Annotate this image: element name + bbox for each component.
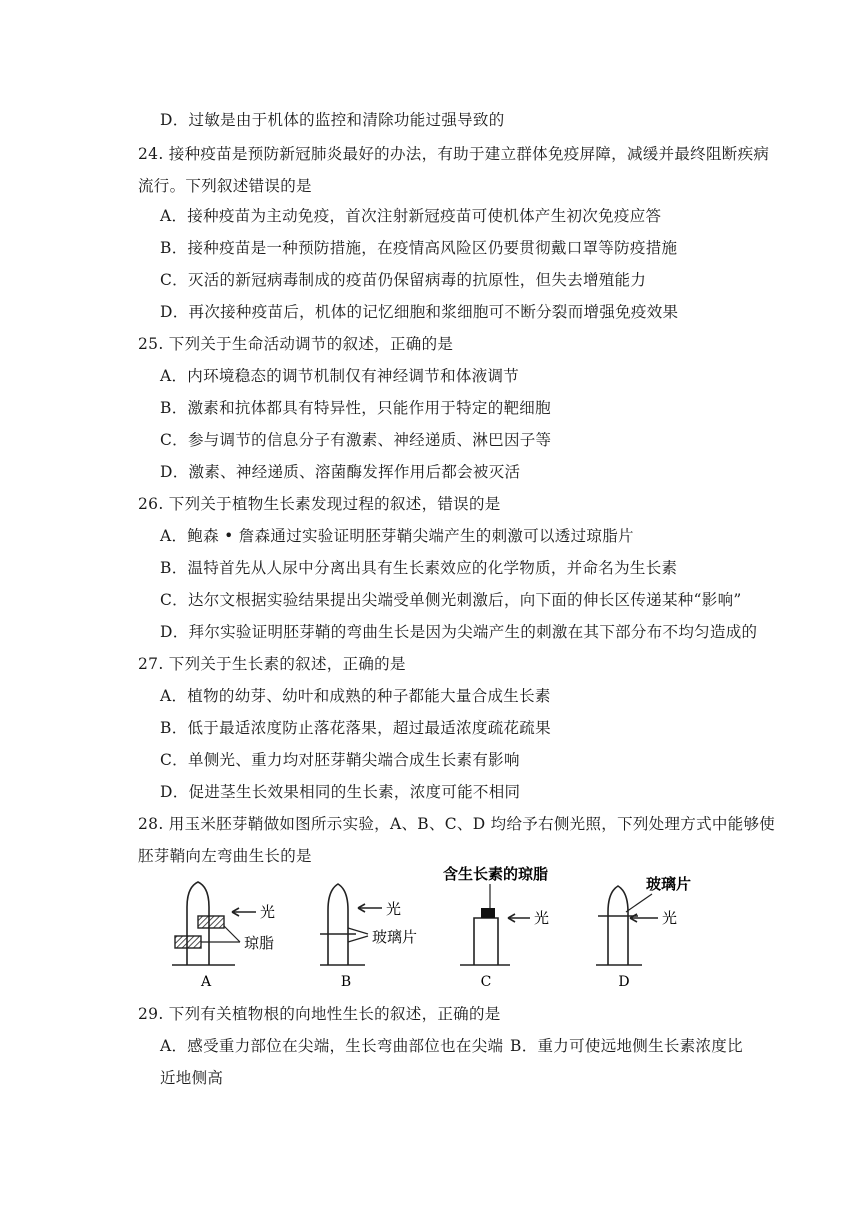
q24-option-d: D．再次接种疫苗后，机体的记忆细胞和浆细胞可不断分裂而增强免疫效果 [160, 303, 679, 321]
agar-block-upper [198, 916, 224, 928]
q27-option-b: B．低于最适浓度防止落花落果，超过最适浓度疏花疏果 [160, 719, 551, 737]
q24-option-a: A．接种疫苗为主动免疫，首次注射新冠疫苗可使机体产生初次免疫应答 [160, 207, 662, 225]
q27-option-a: A．植物的幼芽、幼叶和成熟的种子都能大量合成生长素 [160, 687, 551, 705]
q24-stem-line1: 24. 接种疫苗是预防新冠肺炎最好的办法，有助于建立群体免疫屏障，减缓并最终阻断疾病 [138, 145, 770, 163]
label-light-b: 光 [386, 900, 402, 918]
panel-d [596, 875, 691, 990]
label-agar-with-auxin: 含生长素的琼脂 [443, 865, 549, 883]
q27-option-c: C．单侧光、重力均对胚芽鞘尖端合成生长素有影响 [160, 751, 520, 769]
q25-stem: 25. 下列关于生命活动调节的叙述，正确的是 [138, 335, 454, 353]
q29-option-b-line1: B．重力可使远地侧生长素浓度比 [510, 1037, 743, 1055]
label-light-d: 光 [662, 909, 678, 927]
q23-option-d: D．过敏是由于机体的监控和清除功能过强导致的 [160, 111, 505, 129]
label-light-c: 光 [534, 909, 550, 927]
q27-stem: 27. 下列关于生长素的叙述，正确的是 [138, 655, 406, 673]
q29-option-b-line2: 近地侧高 [160, 1069, 224, 1087]
agar-block-lower [175, 936, 201, 948]
caption-b: B [340, 974, 352, 990]
q29-stem: 29. 下列有关植物根的向地性生长的叙述，正确的是 [138, 1005, 501, 1023]
q25-option-d: D．激素、神经递质、溶菌酶发挥作用后都会被灭活 [160, 463, 521, 481]
q25-option-a: A．内环境稳态的调节机制仅有神经调节和体液调节 [160, 367, 520, 385]
auxin-agar-block [481, 908, 495, 918]
caption-c: C [480, 974, 492, 990]
q24-option-b: B．接种疫苗是一种预防措施，在疫情高风险区仍要贯彻戴口罩等防疫措施 [160, 239, 678, 257]
label-glass-d: 玻璃片 [646, 875, 692, 893]
panel-a [172, 882, 275, 990]
q29-option-a: A．感受重力部位在尖端，生长弯曲部位也在尖端 [160, 1037, 504, 1055]
q25-option-b: B．激素和抗体都具有特异性，只能作用于特定的靶细胞 [160, 399, 551, 417]
q26-stem: 26. 下列关于植物生长素发现过程的叙述，错误的是 [138, 495, 501, 513]
coleoptile-experiment-figure [160, 862, 720, 992]
q26-option-a: A．鲍森 • 詹森通过实验证明胚芽鞘尖端产生的刺激可以透过琼脂片 [160, 527, 634, 545]
label-glass-b: 玻璃片 [372, 928, 418, 946]
caption-a: A [200, 974, 212, 990]
q26-option-b: B．温特首先从人尿中分离出具有生长素效应的化学物质，并命名为生长素 [160, 559, 678, 577]
q26-option-d: D．拜尔实验证明胚芽鞘的弯曲生长是因为尖端产生的刺激在其下部分布不均匀造成的 [160, 623, 758, 641]
q28-stem-line1: 28. 用玉米胚芽鞘做如图所示实验，A、B、C、D 均给予右侧光照，下列处理方式中能够使 [138, 815, 776, 833]
label-agar: 琼脂 [244, 934, 275, 952]
q28-stem-line2: 胚芽鞘向左弯曲生长的是 [138, 847, 312, 865]
q25-option-c: C．参与调节的信息分子有激素、神经递质、淋巴因子等 [160, 431, 552, 449]
q24-stem-line2: 流行。下列叙述错误的是 [138, 177, 312, 195]
q27-option-d: D．促进茎生长效果相同的生长素，浓度可能不相同 [160, 783, 521, 801]
panel-b [320, 884, 417, 990]
label-light-a: 光 [260, 903, 276, 921]
q24-option-c: C．灭活的新冠病毒制成的疫苗仍保留病毒的抗原性，但失去增殖能力 [160, 271, 647, 289]
caption-d: D [618, 974, 630, 990]
panel-c [443, 865, 549, 990]
q26-option-c: C．达尔文根据实验结果提出尖端受单侧光刺激后，向下面的伸长区传递某种“影响” [160, 591, 742, 609]
